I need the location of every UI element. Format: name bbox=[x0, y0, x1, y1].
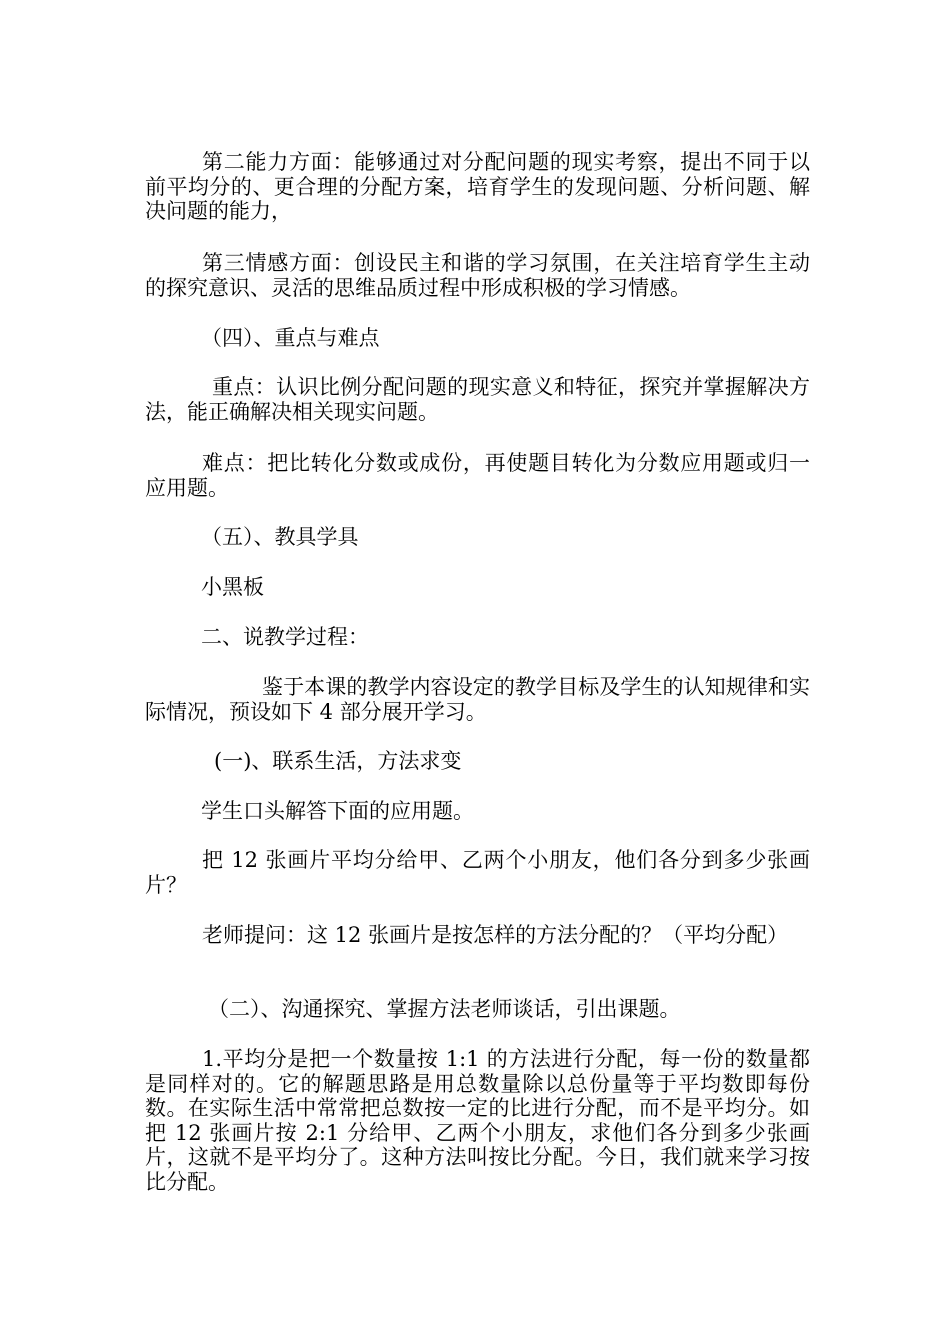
heading-teaching-process: 二、说教学过程： bbox=[201, 625, 369, 649]
heading-section-two: （二）、沟通探究、掌握方法老师谈话，引出课题。 bbox=[208, 997, 681, 1021]
paragraph-teaching-aids: 小黑板 bbox=[201, 575, 264, 599]
paragraph-difficulty: 难点：把比转化分数或成份，再使题目转化为分数应用题或归一应用题。 bbox=[145, 451, 810, 500]
paragraph-ratio-distribution: 1.平均分是把一个数量按 1:1 的方法进行分配，每一份的数量都是同样对的。它的解题思路是用总数量除以总份量等于平均数即每份数。在实际生活中常常把总数按一定的比进行分配，而不是平均分。如把 12 张画片按 2:1 分给甲、乙两个小朋友，求他们各分到多少张画片，这就不是平均分了。这种方法叫按比分配。今日，我们就来学习按比分配。 bbox=[145, 1047, 810, 1194]
paragraph-problem: 把 12 张画片平均分给甲、乙两个小朋友，他们各分到多少张画片？ bbox=[145, 848, 810, 897]
paragraph-teacher-question: 老师提问：这 12 张画片是按怎样的方法分配的？（平均分配） bbox=[202, 923, 789, 947]
paragraph-process-intro: 鉴于本课的教学内容设定的教学目标及学生的认知规律和实际情况，预设如下 4 部分展开学习。 bbox=[145, 675, 810, 724]
paragraph-emotion-goal: 第三情感方面：创设民主和谐的学习氛围，在关注培育学生主动的探究意识、灵活的思维品质过程中形成积极的学习情感。 bbox=[145, 251, 810, 300]
paragraph-oral-answer: 学生口头解答下面的应用题。 bbox=[201, 799, 474, 823]
heading-key-points: （四）、重点与难点 bbox=[201, 326, 380, 350]
paragraph-key-point: 重点：认识比例分配问题的现实意义和特征，探究并掌握解决方法，能正确解决相关现实问题。 bbox=[145, 375, 810, 424]
heading-teaching-aids: （五）、教具学具 bbox=[201, 525, 359, 549]
heading-section-one: (一)、联系生活，方法求变 bbox=[214, 749, 462, 773]
paragraph-ability-goal: 第二能力方面：能够通过对分配问题的现实考察，提出不同于以前平均分的、更合理的分配方案，培育学生的发现问题、分析问题、解决问题的能力， bbox=[145, 150, 810, 223]
